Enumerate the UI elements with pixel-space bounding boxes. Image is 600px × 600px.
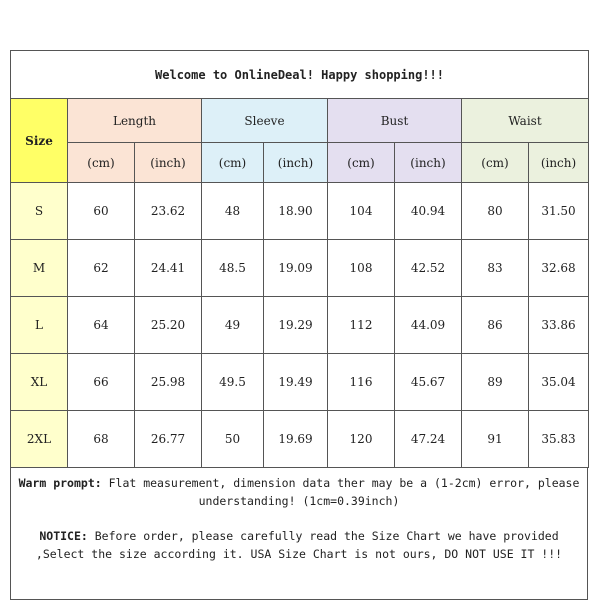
measurement-cell: 47.24 [395, 411, 462, 468]
waist-header: Waist [462, 99, 589, 143]
measurement-cell: 25.20 [135, 297, 202, 354]
notice-label: NOTICE: [39, 529, 88, 543]
notice-text: Before order, please carefully read the Size Chart we have provided ,Select the size according it. USA Size Chart is not ours, DO NOT USE IT !!! [35, 529, 563, 561]
measurement-cell: 18.90 [264, 183, 328, 240]
measurement-cell: 35.04 [529, 354, 589, 411]
measurement-cell: 24.41 [135, 240, 202, 297]
measurement-cell: 49 [202, 297, 264, 354]
measurement-cell: 31.50 [529, 183, 589, 240]
size-chart-sheet [10, 50, 588, 600]
unit-header: (inch) [395, 143, 462, 183]
measurement-cell: 40.94 [395, 183, 462, 240]
warm-prompt [15, 474, 583, 510]
size-label: S [11, 183, 68, 240]
measurement-cell: 42.52 [395, 240, 462, 297]
sleeve-header: Sleeve [202, 99, 328, 143]
size-label: L [11, 297, 68, 354]
warm-prompt-label: Warm prompt: [18, 476, 102, 490]
bust-header: Bust [328, 99, 462, 143]
warm-prompt-text: Flat measurement, dimension data ther may be a (1-2cm) error, please understanding! (1cm=0.39inch) [101, 476, 580, 508]
size-label: 2XL [11, 411, 68, 468]
measurement-cell: 19.69 [264, 411, 328, 468]
measurement-cell: 66 [68, 354, 135, 411]
measurement-cell: 19.49 [264, 354, 328, 411]
table-row [11, 240, 589, 297]
measurement-cell: 91 [462, 411, 529, 468]
measurement-cell: 64 [68, 297, 135, 354]
size-chart-table [10, 50, 589, 468]
measurement-cell: 25.98 [135, 354, 202, 411]
measurement-cell: 60 [68, 183, 135, 240]
measurement-cell: 83 [462, 240, 529, 297]
measurement-cell: 26.77 [135, 411, 202, 468]
notice [15, 527, 583, 563]
measurement-cell: 32.68 [529, 240, 589, 297]
measurement-cell: 116 [328, 354, 395, 411]
size-column-header: Size [11, 99, 68, 183]
measurement-cell: 48.5 [202, 240, 264, 297]
measurement-cell: 112 [328, 297, 395, 354]
measurement-cell: 35.83 [529, 411, 589, 468]
notes-panel [10, 468, 588, 600]
unit-header: (cm) [202, 143, 264, 183]
table-row [11, 354, 589, 411]
table-row [11, 183, 589, 240]
size-label: XL [11, 354, 68, 411]
measurement-cell: 86 [462, 297, 529, 354]
measurement-cell: 49.5 [202, 354, 264, 411]
measurement-cell: 62 [68, 240, 135, 297]
measurement-cell: 45.67 [395, 354, 462, 411]
unit-header: (inch) [264, 143, 328, 183]
unit-header: (cm) [68, 143, 135, 183]
length-header: Length [68, 99, 202, 143]
unit-header: (inch) [529, 143, 589, 183]
table-row [11, 297, 589, 354]
unit-header: (cm) [462, 143, 529, 183]
measurement-cell: 50 [202, 411, 264, 468]
measurement-cell: 120 [328, 411, 395, 468]
measurement-cell: 108 [328, 240, 395, 297]
measurement-cell: 48 [202, 183, 264, 240]
measurement-cell: 19.09 [264, 240, 328, 297]
chart-title: Welcome to OnlineDeal! Happy shopping!!! [11, 51, 589, 99]
measurement-cell: 68 [68, 411, 135, 468]
measurement-cell: 80 [462, 183, 529, 240]
size-rows [11, 183, 589, 468]
table-row [11, 411, 589, 468]
measurement-cell: 33.86 [529, 297, 589, 354]
size-label: M [11, 240, 68, 297]
measurement-cell: 104 [328, 183, 395, 240]
measurement-cell: 19.29 [264, 297, 328, 354]
measurement-cell: 44.09 [395, 297, 462, 354]
measurement-cell: 89 [462, 354, 529, 411]
measurement-cell: 23.62 [135, 183, 202, 240]
unit-header: (inch) [135, 143, 202, 183]
unit-header: (cm) [328, 143, 395, 183]
